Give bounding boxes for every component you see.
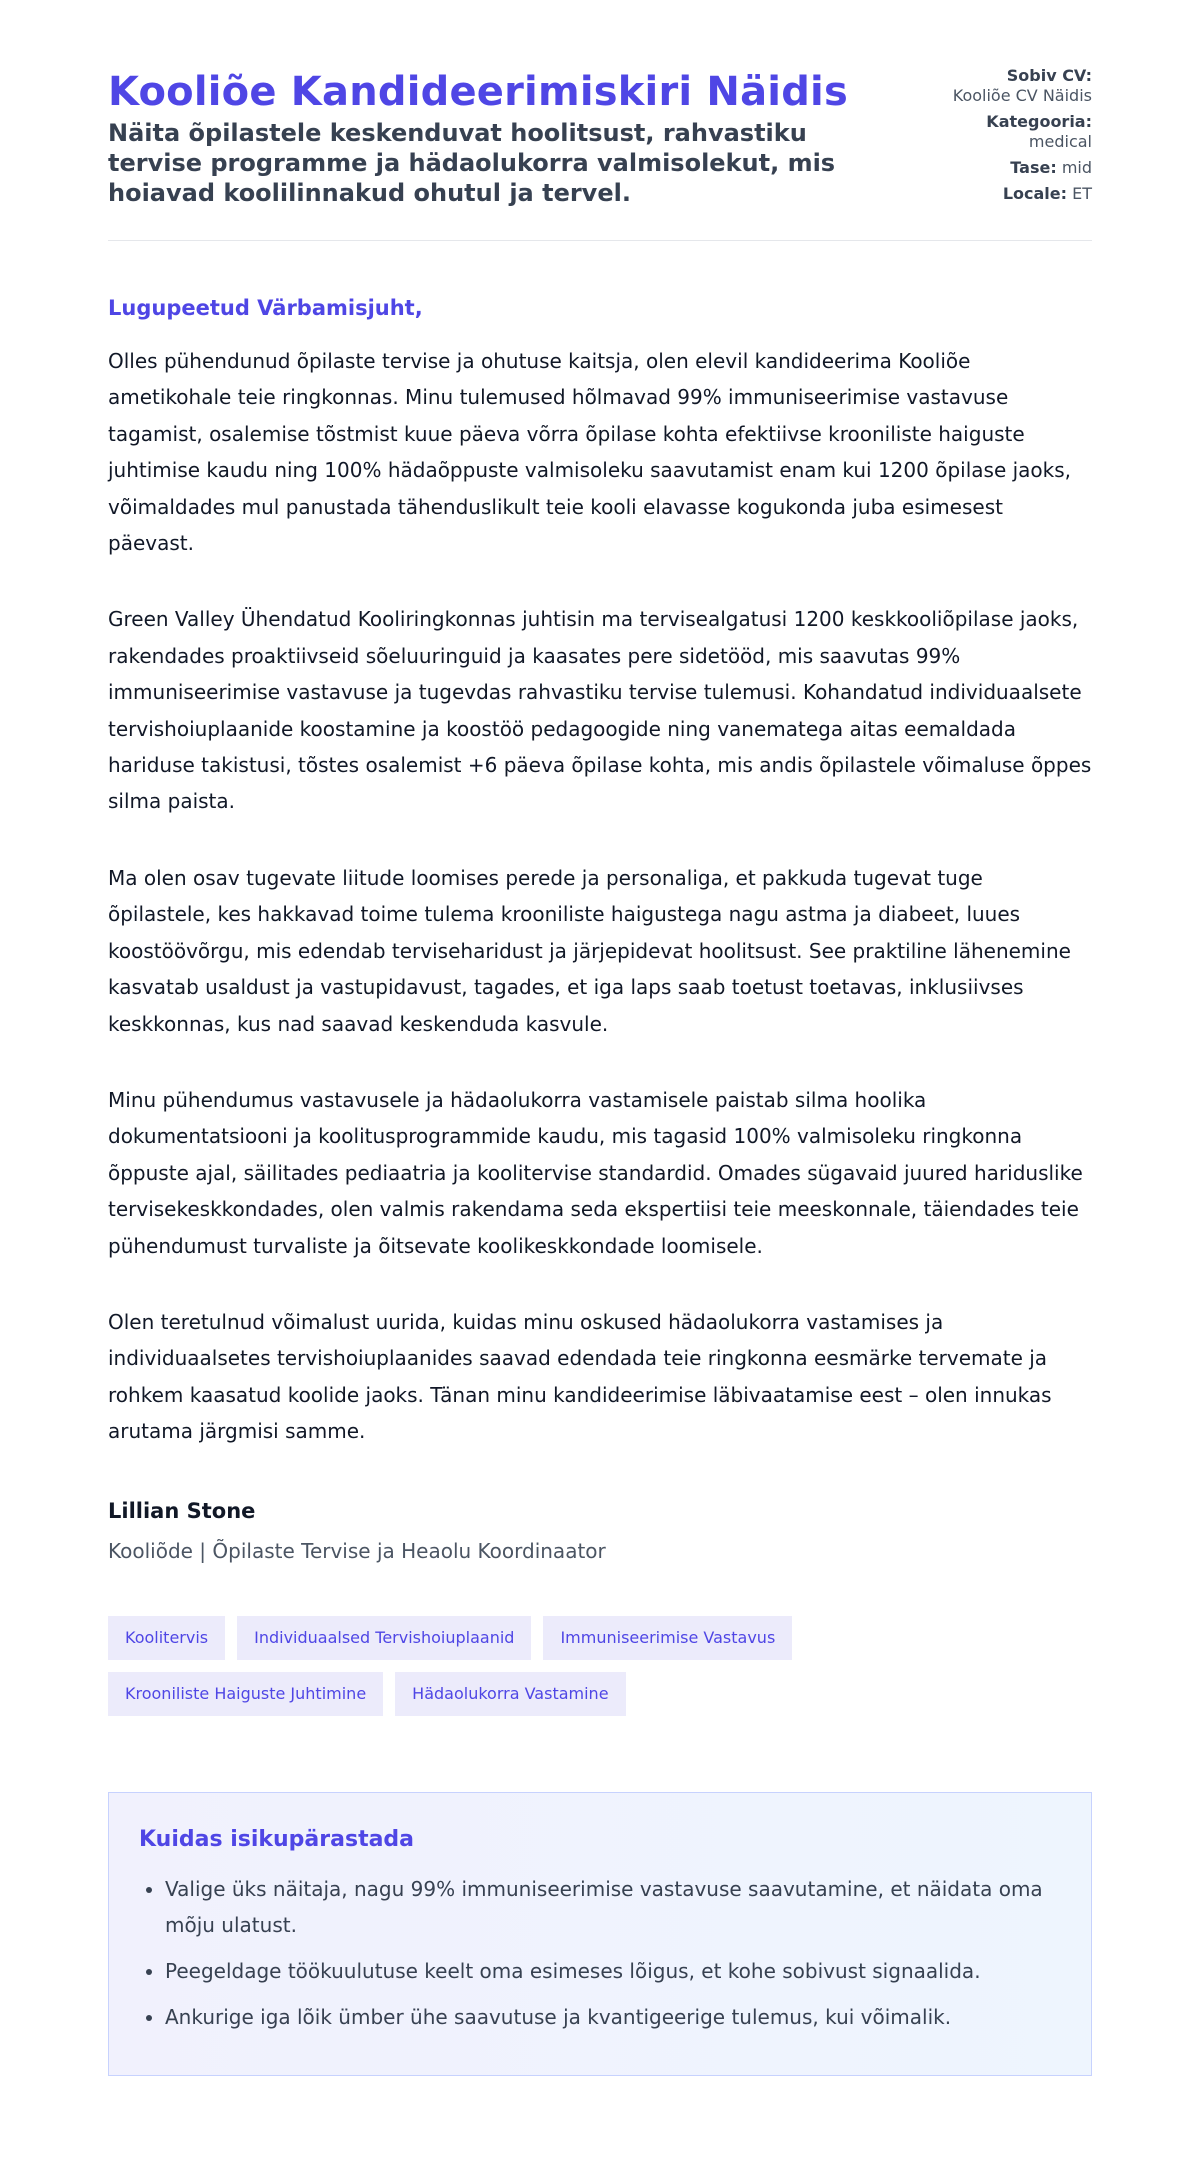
meta-category-value: medical [1028, 132, 1092, 151]
meta-cv-value: Kooliõe CV Näidis [952, 86, 1092, 105]
meta-category [932, 112, 1092, 152]
meta-level [932, 158, 1092, 178]
meta-locale [932, 184, 1092, 204]
tips-list [139, 1871, 1061, 2035]
skill-tag: Individuaalsed Tervishoiuplaanid [237, 1616, 531, 1660]
meta-cv [932, 66, 1092, 106]
meta-level-value: mid [1061, 158, 1092, 177]
page-title: Kooliõe Kandideerimiskiri Näidis [108, 69, 848, 115]
skill-tag: Krooniliste Haiguste Juhtimine [108, 1672, 383, 1716]
skill-tag: Hädaolukorra Vastamine [395, 1672, 625, 1716]
meta-cv-label: Sobiv CV: [1006, 66, 1092, 85]
signature-title: Kooliõde | Õpilaste Tervise ja Heaolu Koordinaator [108, 1538, 606, 1563]
letter-paragraph: Minu pühendumus vastavusele ja hädaolukorra vastamisele paistab silma hoolika dokumentatsiooni ja koolitusprogrammide kaudu, mis tagasid 100% valmisoleku ringkonna õppuste ajal, säilitades pediaatria ja koolitervise standardid. Omades sügavaid juured hariduslike tervisekeskkondades, olen valmis rakendama seda ekspertiisi teie meeskonnale, täiendades teie pühendumust turvaliste ja õitsevate koolikeskkondade loomisele. [108, 1087, 1083, 1258]
letter-paragraph: Olles pühendunud õpilaste tervise ja ohutuse kaitsja, olen elevil kandideerima Kooliõe ametikohale teie ringkonnas. Minu tulemused hõlmavad 99% immuniseerimise vastavuse tagamist, osalemise tõstmist kuue päeva võrra õpilase kohta efektiivse krooniliste haiguste juhtimise kaudu ning 100% hädaõppuste valmisoleku saavutamist enam kui 1200 õpilase jaoks, võimaldades mul panustada tähenduslikult teie kooli elavasse kogukonda juba esimesest päevast. [108, 349, 1072, 556]
signature-block [108, 1496, 1092, 1566]
skill-tag: Immuniseerimise Vastavus [543, 1616, 792, 1660]
meta-locale-label: Locale: [1002, 184, 1068, 203]
signature-name: Lillian Stone [108, 1498, 256, 1523]
page-subtitle: Näita õpilastele keskenduvat hoolitsust, rahvastiku tervise programme ja hädaolukorra valmisolekut, mis hoiavad koolilinnakud ohutul ja tervel. [108, 119, 836, 207]
tips-item: • Peegeldage töökuulutuse keelt oma esimeses lõigus, et kohe sobivust signaalida. [165, 1953, 1061, 1989]
tips-item: • Ankurige iga lõik ümber ühe saavutuse ja kvantigeerige tulemus, kui võimalik. [165, 1999, 1061, 2035]
title-block [108, 66, 898, 208]
skill-tag: Koolitervis [108, 1616, 225, 1660]
letter-paragraph: Olen teretulnud võimalust uurida, kuidas minu oskused hädaolukorra vastamises ja individuaalsetes tervishoiuplaanides saavad edendada teie ringkonna eesmärke tervemate ja rohkem kaasatud koolide jaoks. Tänan minu kandideerimise läbivaatamise eest – olen innukas arutama järgmisi samme. [108, 1309, 1052, 1444]
letter-salutation: Lugupeetud Värbamisjuht, [108, 296, 423, 320]
letter-paragraph: Ma olen osav tugevate liitude loomises perede ja personaliga, et pakkuda tugevat tuge õpilastele, kes hakkavad toime tulema krooniliste haigustega nagu astma ja diabeet, luues koostöövõrgu, mis edendab terviseharidust ja järjepidevat hoolitsust. See praktiline lähenemine kasvatab usaldust ja vastupidavust, tagades, et iga laps saab toetust toetavas, inklusiivses keskkonnas, kus nad saavad keskenduda kasvule. [108, 865, 1071, 1036]
meta-category-label: Kategooria: [986, 112, 1092, 131]
personalize-tips-box [108, 1792, 1092, 2076]
letter-paragraph: Green Valley Ühendatud Kooliringkonnas juhtisin ma tervisealgatusi 1200 keskkooliõpilase jaoks, rakendades proaktiivseid sõeluuringuid ja kaasates pere sidetööd, mis saavutas 99% immuniseerimise vastavuse ja tugevdas rahvastiku tervise tulemusi. Kohandatud individuaalsete tervishoiuplaanide koostamine ja koostöö pedagoogide ning vanematega aitas eemaldada hariduse takistusi, tõstes osalemist +6 päeva õpilase kohta, mis andis õpilastele võimaluse õppes silma paista. [108, 607, 1092, 814]
tips-title: Kuidas isikupärastada [139, 1826, 415, 1852]
tips-item: • Valige üks näitaja, nagu 99% immuniseerimise vastavuse saavutamine, et näidata oma mõju ulatust. [165, 1871, 1061, 1943]
skill-tags [108, 1616, 828, 1716]
meta-level-label: Tase: [1010, 158, 1057, 177]
meta-locale-value: ET [1072, 184, 1092, 203]
meta-panel [932, 66, 1092, 210]
letter-body [108, 343, 1092, 1450]
page-header [108, 66, 1092, 241]
